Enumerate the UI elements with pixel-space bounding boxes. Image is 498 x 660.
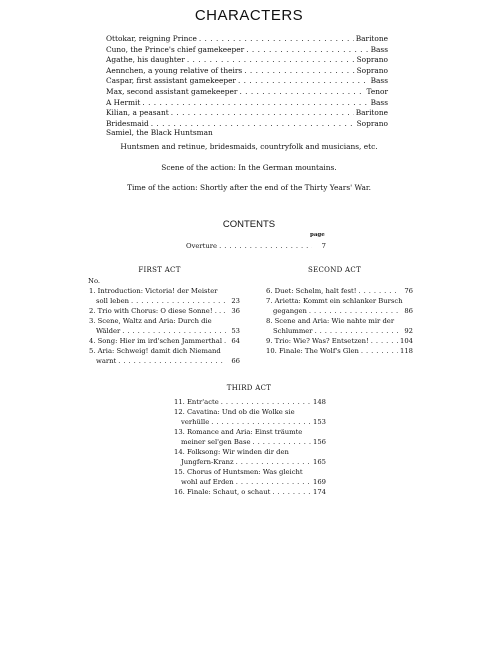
item-page: 169 <box>313 478 326 486</box>
contents-item <box>89 336 240 346</box>
voice-type: Bass <box>370 76 388 86</box>
item-page: 165 <box>313 458 326 466</box>
leader-dots <box>252 437 311 447</box>
item-title-cont: Wälder <box>96 327 121 335</box>
item-page: 153 <box>313 418 326 426</box>
item-title: 15. Chorus of Huntsmen: Was gleicht <box>174 468 303 476</box>
leader-dots <box>211 417 311 427</box>
item-title: 12. Cavatina: Und ob die Wolke sie <box>174 408 295 416</box>
item-title: 9. Trio: Wie? Was? Entsetzen! <box>266 337 369 345</box>
character-name: Caspar, first assistant gamekeeper <box>106 76 236 86</box>
number-label: No. <box>88 277 101 285</box>
item-row <box>174 487 326 497</box>
item-title: 2. Trio with Chorus: O diese Sonne! . . <box>89 307 222 315</box>
item-page: 36 <box>231 307 240 315</box>
item-title: 4. Song: Hier im ird'schen Jammerthal <box>89 337 223 345</box>
item-row <box>174 437 326 447</box>
item-page: 76 <box>404 287 413 295</box>
cast-row <box>106 98 388 108</box>
contents-item <box>174 397 326 407</box>
item-title: 5. Aria: Schweig! damit dich Niemand <box>89 347 221 355</box>
overture-entry <box>186 241 326 251</box>
item-title: 1. Introduction: Victoria! der Meister <box>89 287 218 295</box>
contents-item <box>174 487 326 497</box>
item-row <box>174 397 326 407</box>
character-name: Agathe, his daughter <box>106 55 185 65</box>
item-page: 23 <box>231 297 240 305</box>
page-column-label: page <box>310 232 325 238</box>
character-name: Cuno, the Prince's chief gamekeeper <box>106 44 245 54</box>
leader-dots <box>315 326 399 336</box>
contents-item <box>89 286 240 306</box>
voice-type: Soprano <box>356 55 388 65</box>
leader-dots <box>224 336 226 346</box>
item-row <box>174 457 326 467</box>
cast-row <box>106 66 388 76</box>
voice-type: Soprano <box>356 118 388 128</box>
chorus-line: Huntsmen and retinue, bridesmaids, countryfolk and musicians, etc. <box>120 142 378 151</box>
voice-type: Baritone <box>355 108 388 118</box>
character-name: Aennchen, a young relative of theirs <box>106 65 243 75</box>
leader-dots <box>142 98 368 108</box>
voice-type: Tenor <box>366 87 388 96</box>
voice-type: Bass <box>370 97 388 107</box>
cast-row <box>106 34 388 44</box>
item-title: 3. Scene, Waltz and Aria: Durch die <box>89 317 212 325</box>
leader-dots <box>358 286 399 296</box>
item-row <box>89 356 240 366</box>
item-row <box>266 346 413 356</box>
second-act-heading: SECOND ACT <box>308 266 362 274</box>
voice-type: Soprano <box>356 65 388 75</box>
item-row <box>266 286 413 296</box>
item-title: 6. Duet: Schelm, halt fest! <box>266 287 357 295</box>
leader-dots <box>131 296 226 306</box>
item-title: 14. Folksong: Wir winden dir den <box>174 448 289 456</box>
item-title-cont: meiner sel'gen Base <box>181 438 251 446</box>
item-row <box>89 306 240 316</box>
character-name: Max, second assistant gamekeeper <box>106 87 238 96</box>
character-name: Kilian, a peasant <box>106 108 169 118</box>
item-page: 156 <box>313 438 326 446</box>
cast-row <box>106 87 388 97</box>
item-title: 8. Scene and Aria: Wie nahte mir der <box>266 317 395 325</box>
cast-row <box>106 76 388 86</box>
item-page: 118 <box>400 347 413 355</box>
item-title: 11. Entr'acte <box>174 398 219 406</box>
cast-row <box>106 108 388 118</box>
leader-dots <box>221 397 311 407</box>
third-act-list <box>174 397 326 497</box>
contents-item <box>266 286 413 296</box>
contents-title: CONTENTS <box>222 219 276 230</box>
leader-dots <box>236 477 311 487</box>
item-page: 53 <box>231 327 240 335</box>
leader-dots <box>272 487 311 497</box>
item-title-cont: Jungfern-Kranz <box>181 458 234 466</box>
item-title-cont: soll leben <box>96 297 130 305</box>
leader-dots <box>361 346 398 356</box>
item-row <box>266 326 413 336</box>
contents-item <box>266 336 413 346</box>
item-title-cont: verhülle <box>181 418 210 426</box>
item-title-cont: Schlummer <box>273 327 313 335</box>
overture-page: 7 <box>321 242 326 250</box>
item-page: 64 <box>231 337 240 345</box>
leader-dots <box>236 457 311 467</box>
item-title: 7. Arietta: Kommt ein schlanker Bursch <box>266 297 403 305</box>
extra-role: Samiel, the Black Huntsman <box>106 128 213 137</box>
second-act-list <box>266 286 413 356</box>
voice-type: Baritone <box>355 34 388 43</box>
item-title: 10. Finale: The Wolf's Glen <box>266 347 359 355</box>
leader-dots <box>122 326 226 336</box>
leader-dots <box>239 87 364 97</box>
character-name: Ottokar, reigning Prince <box>106 34 197 43</box>
leader-dots <box>223 306 226 316</box>
item-page: 66 <box>231 357 240 365</box>
item-title-cont: wohl auf Erden <box>181 478 234 486</box>
item-page: 86 <box>404 307 413 315</box>
contents-item <box>174 427 326 447</box>
leader-dots <box>199 34 354 44</box>
leader-dots <box>219 241 312 251</box>
leader-dots <box>238 76 369 86</box>
contents-item <box>89 306 240 316</box>
item-row <box>89 296 240 306</box>
scene-line: Scene of the action: In the German mountains. <box>161 163 337 172</box>
item-title-cont: gegangen <box>273 307 307 315</box>
item-row <box>174 417 326 427</box>
time-line: Time of the action: Shortly after the end of the Thirty Years' War. <box>127 183 371 192</box>
first-act-heading: FIRST ACT <box>138 266 181 274</box>
leader-dots <box>171 108 354 118</box>
item-row <box>89 336 240 346</box>
leader-dots <box>371 336 398 346</box>
contents-item <box>174 407 326 427</box>
contents-item <box>266 346 413 356</box>
item-row <box>266 306 413 316</box>
first-act-list <box>89 286 240 366</box>
leader-dots <box>246 45 368 55</box>
contents-item <box>266 296 413 316</box>
item-title-cont: warnt <box>96 357 117 365</box>
contents-item <box>89 346 240 366</box>
cast-row <box>106 55 388 65</box>
contents-item <box>266 316 413 336</box>
item-title: 16. Finale: Schaut, o schaut <box>174 488 271 496</box>
voice-type: Bass <box>370 44 388 54</box>
leader-dots <box>244 66 354 76</box>
leader-dots <box>118 356 226 366</box>
item-row <box>266 336 413 346</box>
item-title: 13. Romance and Aria: Einst träumte <box>174 428 303 436</box>
character-name: Bridesmaid <box>106 118 149 128</box>
contents-item <box>89 316 240 336</box>
overture-label: Overture <box>186 242 218 250</box>
third-act-heading: THIRD ACT <box>226 384 272 392</box>
leader-dots <box>309 306 399 316</box>
leader-dots <box>187 55 355 65</box>
item-row <box>89 326 240 336</box>
character-name: A Hermit <box>106 97 141 107</box>
item-page: 174 <box>313 488 326 496</box>
item-row <box>174 477 326 487</box>
item-page: 148 <box>313 398 326 406</box>
contents-item <box>174 467 326 487</box>
characters-title: CHARACTERS <box>194 7 304 24</box>
item-page: 92 <box>404 327 413 335</box>
contents-item <box>174 447 326 467</box>
cast-row <box>106 45 388 55</box>
item-page: 104 <box>400 337 413 345</box>
